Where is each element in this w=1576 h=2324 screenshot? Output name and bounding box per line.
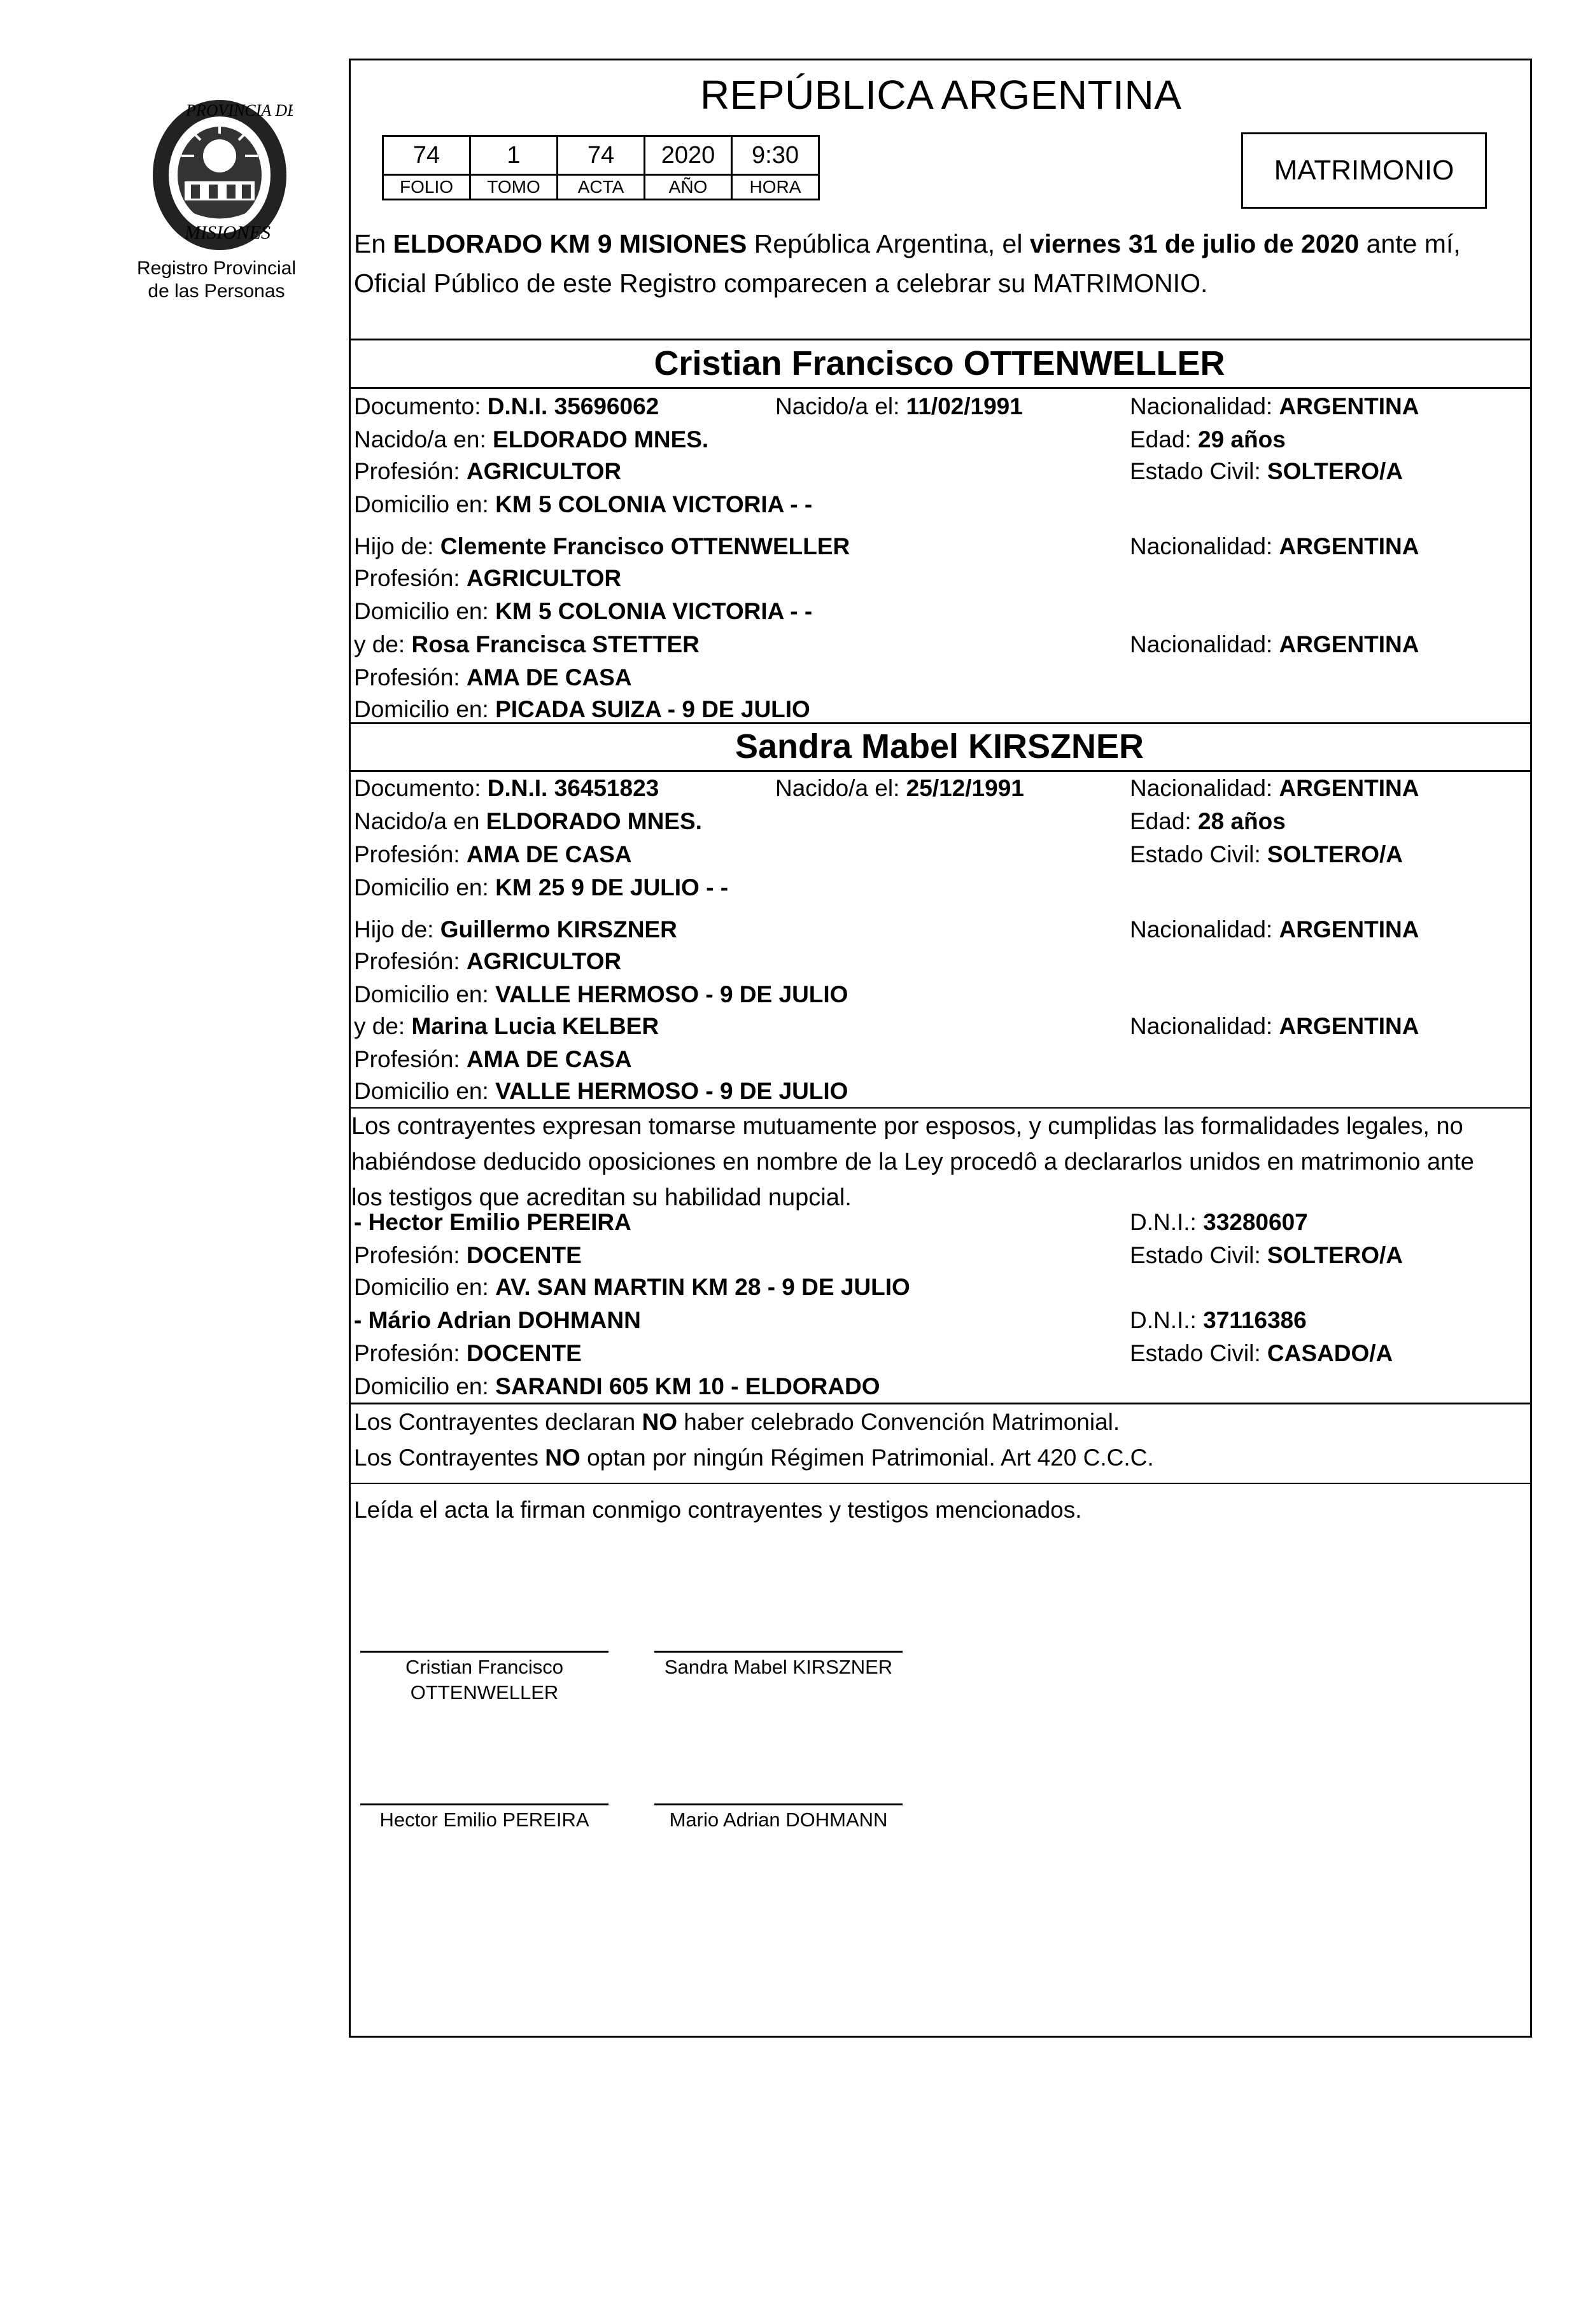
- country-title: REPÚBLICA ARGENTINA: [700, 72, 1182, 118]
- c2-padre-nacionalidad: Nacionalidad: ARGENTINA: [1130, 916, 1419, 942]
- signature-label-testigo1: Hector Emilio PEREIRA: [379, 1809, 589, 1831]
- c2-madre: y de: Marina Lucia KELBER: [354, 1013, 659, 1039]
- intro-text-3: ante mí, Oficial Público de este Registro comparecen a celebrar su MATRIMONIO.: [354, 229, 1461, 298]
- provincial-seal: [146, 95, 293, 258]
- declaration-line1: Los contrayentes expresan tomarse mutuamente por esposos, y cumplidas las formalidades legales, no: [351, 1113, 1463, 1140]
- testigo2-name: - Mário Adrian DOHMANN: [354, 1307, 641, 1333]
- c1-nacido-en: Nacido/a en: ELDORADO MNES.: [354, 426, 709, 452]
- document-type-box: MATRIMONIO: [1241, 132, 1487, 209]
- anio-label: AÑO: [645, 175, 732, 200]
- c2-nacido-el: Nacido/a el: 25/12/1991: [775, 775, 1024, 801]
- declaration-paragraph: [351, 1109, 1529, 1215]
- c1-nacionalidad: Nacionalidad: ARGENTINA: [1130, 393, 1419, 419]
- convencion-line1: Los Contrayentes declaran NO haber celebrado Convención Matrimonial.: [354, 1409, 1120, 1435]
- hora-value: 9:30: [732, 136, 819, 175]
- c1-edad: Edad: 29 años: [1130, 426, 1286, 452]
- c1-domicilio: Domicilio en: KM 5 COLONIA VICTORIA - -: [354, 491, 813, 517]
- tomo-label: TOMO: [470, 175, 558, 200]
- testigo1-name: - Hector Emilio PEREIRA: [354, 1209, 631, 1235]
- c1-madre-nacionalidad: Nacionalidad: ARGENTINA: [1130, 631, 1419, 657]
- c1-padre-domicilio: Domicilio en: KM 5 COLONIA VICTORIA - -: [354, 598, 813, 624]
- c1-nacido-el: Nacido/a el: 11/02/1991: [775, 393, 1023, 419]
- signature-line: [360, 1803, 609, 1805]
- divider: [349, 1483, 1530, 1484]
- acta-label: ACTA: [558, 175, 645, 200]
- signature-label-testigo2: Mario Adrian DOHMANN: [669, 1809, 888, 1831]
- c1-madre-domicilio: Domicilio en: PICADA SUIZA - 9 DE JULIO: [354, 696, 810, 722]
- signature-label-contrayente2: Sandra Mabel KIRSZNER: [664, 1656, 893, 1678]
- ledger-table: [382, 135, 820, 200]
- closing-text: Leída el acta la firman conmigo contrayentes y testigos mencionados.: [354, 1497, 1082, 1523]
- intro-date: viernes 31 de julio de 2020: [1029, 229, 1360, 258]
- c2-estado-civil: Estado Civil: SOLTERO/A: [1130, 841, 1404, 867]
- divider: [349, 722, 1530, 724]
- testigo1-dni: D.N.I.: 33280607: [1130, 1209, 1308, 1235]
- signature-line: [360, 1651, 609, 1653]
- c1-padre: Hijo de: Clemente Francisco OTTENWELLER: [354, 533, 850, 559]
- testigo2-dni: D.N.I.: 37116386: [1130, 1307, 1307, 1333]
- c1-madre-profesion: Profesión: AMA DE CASA: [354, 664, 632, 690]
- c2-padre-profesion: Profesión: AGRICULTOR: [354, 948, 622, 974]
- seal-lettering-bottom: MISIONES: [185, 222, 271, 243]
- c2-domicilio: Domicilio en: KM 25 9 DE JULIO - -: [354, 874, 729, 900]
- declaration-line2: habiéndose deducido oposiciones en nombre de la Ley procedô a declararlos unidos en matrimonio ante: [351, 1149, 1474, 1175]
- c2-padre: Hijo de: Guillermo KIRSZNER: [354, 916, 677, 942]
- signature-label-contrayente1: Cristian Francisco OTTENWELLER: [405, 1656, 564, 1704]
- c2-documento: Documento: D.N.I. 36451823: [354, 775, 659, 801]
- c1-estado-civil: Estado Civil: SOLTERO/A: [1130, 458, 1404, 484]
- divider: [349, 339, 1530, 340]
- intro-text-2: República Argentina, el: [747, 229, 1030, 258]
- registry-label: [115, 257, 318, 303]
- testigo1-domicilio: Domicilio en: AV. SAN MARTIN KM 28 - 9 DE JULIO: [354, 1274, 910, 1300]
- hora-label: HORA: [732, 175, 819, 200]
- testigo1-estado: Estado Civil: SOLTERO/A: [1130, 1242, 1404, 1268]
- folio-value: 74: [383, 136, 470, 175]
- intro-text-1: En: [354, 229, 393, 258]
- intro-paragraph: [354, 224, 1525, 303]
- c2-padre-domicilio: Domicilio en: VALLE HERMOSO - 9 DE JULIO: [354, 981, 848, 1007]
- c1-documento: Documento: D.N.I. 35696062: [354, 393, 659, 419]
- c2-madre-profesion: Profesión: AMA DE CASA: [354, 1046, 632, 1072]
- c2-madre-domicilio: Domicilio en: VALLE HERMOSO - 9 DE JULIO: [354, 1078, 848, 1104]
- testigo1-profesion: Profesión: DOCENTE: [354, 1242, 582, 1268]
- c1-padre-nacionalidad: Nacionalidad: ARGENTINA: [1130, 533, 1419, 559]
- c1-madre: y de: Rosa Francisca STETTER: [354, 631, 700, 657]
- folio-label: FOLIO: [383, 175, 470, 200]
- signature-line: [654, 1803, 903, 1805]
- convencion-line2: Los Contrayentes NO optan por ningún Régimen Patrimonial. Art 420 C.C.C.: [354, 1445, 1154, 1471]
- anio-value: 2020: [645, 136, 732, 175]
- registry-label-line2: de las Personas: [148, 281, 285, 302]
- divider: [349, 770, 1530, 772]
- c2-nacido-en: Nacido/a en ELDORADO MNES.: [354, 808, 702, 834]
- divider: [349, 387, 1530, 389]
- c2-edad: Edad: 28 años: [1130, 808, 1286, 834]
- c1-padre-profesion: Profesión: AGRICULTOR: [354, 565, 622, 591]
- c2-nacionalidad: Nacionalidad: ARGENTINA: [1130, 775, 1419, 801]
- testigo2-profesion: Profesión: DOCENTE: [354, 1340, 582, 1366]
- intro-place: ELDORADO KM 9 MISIONES: [393, 229, 747, 258]
- c2-madre-nacionalidad: Nacionalidad: ARGENTINA: [1130, 1013, 1419, 1039]
- c1-profesion: Profesión: AGRICULTOR: [354, 458, 622, 484]
- c2-profesion: Profesión: AMA DE CASA: [354, 841, 632, 867]
- declaration-line3: los testigos que acreditan su habilidad nupcial.: [351, 1184, 852, 1211]
- signature-line: [654, 1651, 903, 1653]
- tomo-value: 1: [470, 136, 558, 175]
- testigo2-domicilio: Domicilio en: SARANDI 605 KM 10 - ELDORADO: [354, 1373, 880, 1399]
- registry-label-line1: Registro Provincial: [136, 258, 297, 279]
- acta-value: 74: [558, 136, 645, 175]
- contrayente2-name: Sandra Mabel KIRSZNER: [735, 727, 1144, 766]
- testigo2-estado: Estado Civil: CASADO/A: [1130, 1340, 1393, 1366]
- seal-lettering-top: PROVINCIA DE: [186, 101, 293, 120]
- divider: [349, 1403, 1530, 1404]
- contrayente1-name: Cristian Francisco OTTENWELLER: [654, 344, 1225, 382]
